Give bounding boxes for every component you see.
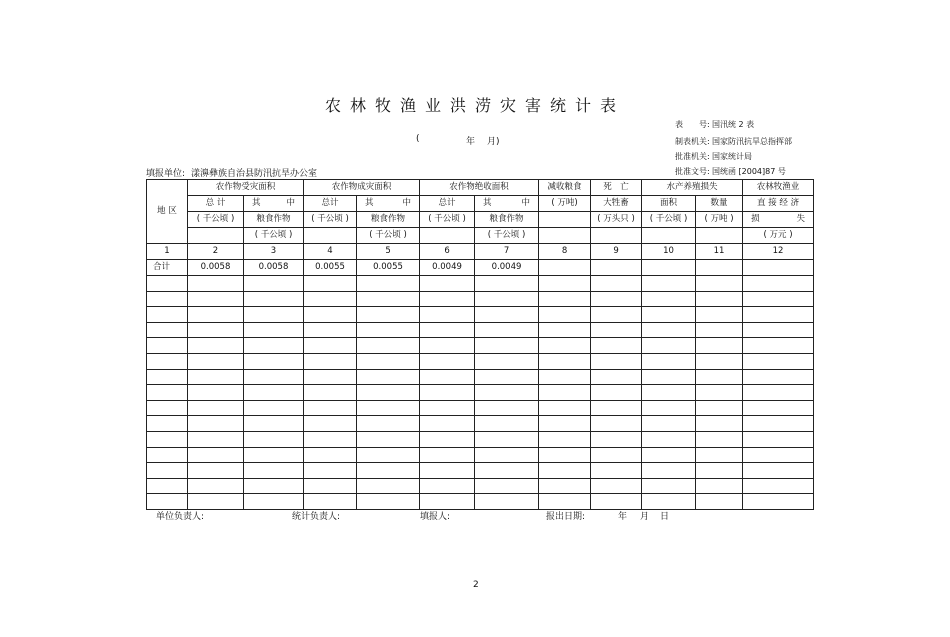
- table-cell: [147, 276, 188, 292]
- table-cell: [147, 416, 188, 432]
- table-row: [147, 369, 814, 385]
- table-cell: [539, 385, 591, 401]
- date-year: 年: [618, 512, 628, 522]
- table-cell: [475, 369, 539, 385]
- table-cell: [743, 463, 814, 479]
- region-header: 地 区: [147, 180, 188, 244]
- table-cell: [304, 478, 357, 494]
- table-cell: 0.0055: [357, 260, 420, 276]
- table-cell: [642, 416, 696, 432]
- table-cell: [147, 353, 188, 369]
- table-cell: [539, 338, 591, 354]
- table-cell: [696, 431, 743, 447]
- maker-label: 制表机关:: [675, 137, 710, 146]
- table-cell: [591, 478, 642, 494]
- page-title: 农林牧渔业洪涝灾害统计表: [324, 96, 625, 115]
- table-cell: [147, 307, 188, 323]
- column-number: 9: [591, 244, 642, 260]
- table-cell: [591, 385, 642, 401]
- table-cell: [539, 322, 591, 338]
- table-cell: [591, 353, 642, 369]
- table-cell: [244, 322, 304, 338]
- table-cell: [696, 322, 743, 338]
- table-cell: [696, 385, 743, 401]
- table-cell: [642, 447, 696, 463]
- among-header: 其 中: [357, 196, 420, 212]
- table-cell: [188, 494, 244, 510]
- column-number-row: [147, 244, 814, 260]
- table-row: [147, 307, 814, 323]
- grain-loss-unit: ( 万吨): [539, 196, 591, 212]
- statistics-table: [146, 179, 814, 510]
- table-cell: [743, 494, 814, 510]
- unit-kha: ( 千公顷 ): [188, 212, 244, 228]
- among-header: 其 中: [475, 196, 539, 212]
- table-cell: [696, 338, 743, 354]
- table-cell: [357, 385, 420, 401]
- table-cell: [591, 494, 642, 510]
- crop-failed-header: 农作物绝收面积: [420, 180, 539, 196]
- table-cell: [743, 338, 814, 354]
- table-cell: [357, 463, 420, 479]
- table-cell: [475, 431, 539, 447]
- crop-affected-header: 农作物受灾面积: [188, 180, 304, 196]
- table-cell: [539, 431, 591, 447]
- table-cell: [244, 463, 304, 479]
- table-cell: [188, 385, 244, 401]
- date-month: 月: [640, 512, 650, 522]
- table-cell: [244, 478, 304, 494]
- column-number: 8: [539, 244, 591, 260]
- grain-crop-header: 粮食作物: [475, 212, 539, 228]
- table-row: [147, 400, 814, 416]
- table-cell: [304, 291, 357, 307]
- table-cell: [304, 400, 357, 416]
- table-cell: [642, 369, 696, 385]
- grain-loss-header: 减收粮食: [539, 180, 591, 196]
- table-cell: 0.0058: [244, 260, 304, 276]
- table-row: [147, 353, 814, 369]
- dead-livestock-header-2: 大牲畜: [591, 196, 642, 212]
- reporting-unit: 漾濞彝族自治县防汛抗旱办公室: [191, 169, 318, 179]
- table-cell: [357, 431, 420, 447]
- table-cell: [244, 447, 304, 463]
- table-cell: [642, 400, 696, 416]
- table-cell: [188, 400, 244, 416]
- table-cell: [743, 353, 814, 369]
- page-number: 2: [473, 580, 479, 590]
- aqua-qty-header: 数量: [696, 196, 743, 212]
- table-cell: [696, 447, 743, 463]
- table-cell: [539, 400, 591, 416]
- period-year: 年: [466, 137, 476, 147]
- table-cell: [357, 447, 420, 463]
- table-cell: [188, 369, 244, 385]
- direct-loss-unit: ( 万元 ): [743, 228, 814, 244]
- table-cell: [244, 400, 304, 416]
- table-cell: [244, 338, 304, 354]
- table-cell: [244, 353, 304, 369]
- table-cell: [743, 400, 814, 416]
- table-cell: [420, 416, 475, 432]
- table-row: [147, 276, 814, 292]
- table-cell: [743, 447, 814, 463]
- table-cell: [696, 291, 743, 307]
- table-cell: [539, 307, 591, 323]
- column-number: 11: [696, 244, 743, 260]
- table-cell: [475, 322, 539, 338]
- dead-livestock-unit: ( 万头只 ): [591, 212, 642, 228]
- table-cell: [357, 494, 420, 510]
- filler-label: 填报人:: [420, 512, 451, 522]
- table-cell: [696, 276, 743, 292]
- table-cell: [696, 478, 743, 494]
- table-cell: [147, 369, 188, 385]
- table-no-label: 表 号:: [675, 120, 710, 129]
- table-cell: [743, 260, 814, 276]
- table-cell: [591, 276, 642, 292]
- table-cell: [304, 307, 357, 323]
- table-cell: [188, 322, 244, 338]
- table-cell: [642, 322, 696, 338]
- date-day: 日: [660, 512, 670, 522]
- table-cell: [420, 291, 475, 307]
- among-header: 其 中: [244, 196, 304, 212]
- total-header: 总 计: [188, 196, 244, 212]
- table-cell: [642, 291, 696, 307]
- period-open: (: [416, 134, 420, 144]
- direct-loss-header-3: 损 失: [743, 212, 814, 228]
- table-cell: [475, 353, 539, 369]
- table-cell: [591, 307, 642, 323]
- table-cell: [244, 291, 304, 307]
- table-row: [147, 338, 814, 354]
- table-cell: [475, 385, 539, 401]
- table-cell: [539, 494, 591, 510]
- unit-kha: ( 千公顷 ): [304, 212, 357, 228]
- table-cell: [591, 400, 642, 416]
- column-number: 2: [188, 244, 244, 260]
- crop-disaster-header: 农作物成灾面积: [304, 180, 420, 196]
- table-cell: [696, 494, 743, 510]
- table-cell: [539, 478, 591, 494]
- unit-head-label: 单位负责人:: [156, 512, 205, 522]
- table-cell: [304, 416, 357, 432]
- table-cell: [304, 338, 357, 354]
- table-cell: [591, 447, 642, 463]
- table-cell: [743, 431, 814, 447]
- table-cell: [244, 494, 304, 510]
- period-month: 月): [487, 137, 500, 147]
- table-cell: [357, 322, 420, 338]
- table-cell: [357, 369, 420, 385]
- table-cell: [642, 494, 696, 510]
- table-cell: [357, 291, 420, 307]
- table-cell: [642, 478, 696, 494]
- table-row: [147, 431, 814, 447]
- table-row: [147, 322, 814, 338]
- column-number: 3: [244, 244, 304, 260]
- table-cell: [357, 338, 420, 354]
- table-cell: [188, 353, 244, 369]
- table-cell: 0.0055: [304, 260, 357, 276]
- table-cell: [304, 447, 357, 463]
- table-cell: [696, 369, 743, 385]
- grain-crop-header: 粮食作物: [244, 212, 304, 228]
- table-row: [147, 416, 814, 432]
- table-cell: [357, 416, 420, 432]
- table-row: [147, 291, 814, 307]
- table-cell: [188, 276, 244, 292]
- table-cell: [357, 400, 420, 416]
- table-cell: [642, 463, 696, 479]
- table-cell: [188, 338, 244, 354]
- table-cell: [743, 291, 814, 307]
- table-cell: [475, 416, 539, 432]
- table-cell: [188, 463, 244, 479]
- total-header: 总计: [420, 196, 475, 212]
- table-cell: [420, 463, 475, 479]
- table-cell: [420, 276, 475, 292]
- table-cell: 0.0049: [420, 260, 475, 276]
- table-cell: [539, 416, 591, 432]
- unit-kha: ( 千公顷 ): [642, 212, 696, 228]
- table-cell: [591, 431, 642, 447]
- table-cell: [420, 353, 475, 369]
- table-cell: [188, 478, 244, 494]
- table-cell: [244, 307, 304, 323]
- table-cell: [743, 322, 814, 338]
- table-cell: [539, 447, 591, 463]
- table-row: [147, 447, 814, 463]
- aqua-area-header: 面积: [642, 196, 696, 212]
- table-cell: [591, 322, 642, 338]
- table-cell: [539, 276, 591, 292]
- table-cell: [147, 463, 188, 479]
- table-cell: [743, 369, 814, 385]
- table-cell: [188, 447, 244, 463]
- table-cell: [743, 276, 814, 292]
- table-cell: [147, 478, 188, 494]
- table-cell: [147, 291, 188, 307]
- unit-kha: ( 千公顷 ): [475, 228, 539, 244]
- table-no: 国汛统 2 表: [712, 120, 755, 129]
- aquaculture-header: 水产养殖损失: [642, 180, 743, 196]
- table-cell: [743, 478, 814, 494]
- doc-label: 批准文号:: [675, 167, 710, 176]
- table-cell: [475, 494, 539, 510]
- unit-kha: ( 千公顷 ): [420, 212, 475, 228]
- table-cell: [304, 276, 357, 292]
- table-cell: [147, 338, 188, 354]
- table-cell: [420, 494, 475, 510]
- aqua-qty-unit: ( 万吨 ): [696, 212, 743, 228]
- table-cell: [147, 322, 188, 338]
- table-cell: [539, 463, 591, 479]
- direct-loss-header-2: 直 接 经 济: [743, 196, 814, 212]
- column-number: 12: [743, 244, 814, 260]
- table-cell: [642, 431, 696, 447]
- column-number: 4: [304, 244, 357, 260]
- table-cell: [147, 431, 188, 447]
- table-cell: [642, 276, 696, 292]
- table-cell: [357, 353, 420, 369]
- table-cell: [696, 260, 743, 276]
- table-cell: [244, 369, 304, 385]
- table-cell: [696, 400, 743, 416]
- table-cell: [539, 291, 591, 307]
- stat-head-label: 统计负责人:: [292, 512, 341, 522]
- table-cell: [357, 307, 420, 323]
- table-cell: [304, 369, 357, 385]
- dead-livestock-header-1: 死 亡: [591, 180, 642, 196]
- table-cell: [539, 369, 591, 385]
- table-cell: [420, 338, 475, 354]
- table-cell: [642, 307, 696, 323]
- row-region: 合计: [147, 260, 188, 276]
- doc-number: 国统函 [2004]87 号: [712, 167, 786, 176]
- table-cell: [304, 494, 357, 510]
- table-cell: [244, 385, 304, 401]
- column-number: 10: [642, 244, 696, 260]
- table-cell: [420, 307, 475, 323]
- table-cell: [304, 322, 357, 338]
- table-cell: [642, 353, 696, 369]
- table-cell: [420, 431, 475, 447]
- table-cell: [147, 400, 188, 416]
- table-cell: [642, 385, 696, 401]
- table-row: [147, 478, 814, 494]
- table-cell: [188, 291, 244, 307]
- unit-label: 填报单位:: [146, 169, 186, 179]
- table-cell: [188, 307, 244, 323]
- table-cell: [642, 260, 696, 276]
- table-cell: [188, 431, 244, 447]
- direct-loss-header-1: 农林牧渔业: [743, 180, 814, 196]
- table-cell: [244, 416, 304, 432]
- table-cell: [743, 385, 814, 401]
- report-date-label: 报出日期:: [546, 512, 586, 522]
- total-header: 总计: [304, 196, 357, 212]
- unit-kha: ( 千公顷 ): [357, 228, 420, 244]
- table-cell: [420, 447, 475, 463]
- table-cell: [591, 291, 642, 307]
- table-cell: [475, 307, 539, 323]
- table-cell: [591, 369, 642, 385]
- column-number: 7: [475, 244, 539, 260]
- table-cell: [420, 322, 475, 338]
- table-cell: [696, 416, 743, 432]
- approver: 国家统计局: [712, 152, 752, 161]
- table-cell: [357, 276, 420, 292]
- approver-label: 批准机关:: [675, 152, 710, 161]
- table-cell: [244, 276, 304, 292]
- table-row: [147, 385, 814, 401]
- table-cell: [147, 447, 188, 463]
- table-cell: [304, 431, 357, 447]
- table-cell: [357, 478, 420, 494]
- table-cell: [420, 400, 475, 416]
- table-cell: [696, 307, 743, 323]
- table-cell: [591, 338, 642, 354]
- table-cell: [475, 276, 539, 292]
- table-cell: [743, 416, 814, 432]
- table-cell: [696, 463, 743, 479]
- column-number: 1: [147, 244, 188, 260]
- column-number: 5: [357, 244, 420, 260]
- column-number: 6: [420, 244, 475, 260]
- table-cell: [420, 478, 475, 494]
- table-row: [147, 463, 814, 479]
- table-cell: [743, 307, 814, 323]
- table-cell: [696, 353, 743, 369]
- table-cell: [304, 353, 357, 369]
- table-cell: [475, 447, 539, 463]
- grain-crop-header: 粮食作物: [357, 212, 420, 228]
- table-cell: [420, 369, 475, 385]
- table-cell: [591, 260, 642, 276]
- table-cell: [244, 431, 304, 447]
- table-cell: [147, 494, 188, 510]
- table-cell: [147, 385, 188, 401]
- table-row: [147, 260, 814, 276]
- table-cell: [475, 478, 539, 494]
- table-row: [147, 494, 814, 510]
- table-cell: [475, 463, 539, 479]
- table-cell: [539, 260, 591, 276]
- maker: 国家防汛抗旱总指挥部: [712, 137, 792, 146]
- table-cell: [304, 385, 357, 401]
- unit-kha: ( 千公顷 ): [244, 228, 304, 244]
- table-cell: 0.0049: [475, 260, 539, 276]
- table-cell: [475, 400, 539, 416]
- table-cell: [420, 385, 475, 401]
- table-cell: [591, 463, 642, 479]
- table-cell: [475, 291, 539, 307]
- table-cell: [188, 416, 244, 432]
- table-cell: [591, 416, 642, 432]
- table-cell: 0.0058: [188, 260, 244, 276]
- table-cell: [539, 353, 591, 369]
- table-cell: [642, 338, 696, 354]
- table-cell: [475, 338, 539, 354]
- table-cell: [304, 463, 357, 479]
